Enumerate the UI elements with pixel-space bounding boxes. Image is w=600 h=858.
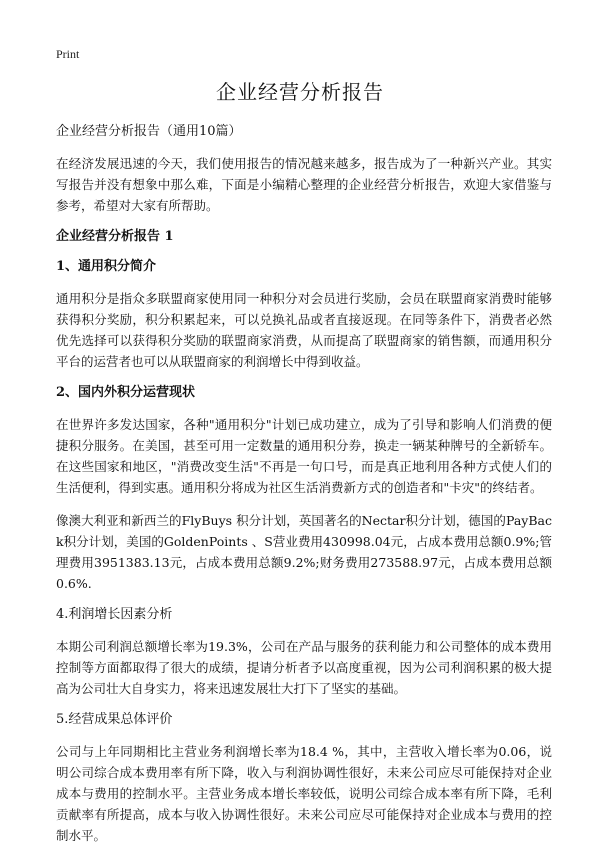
paragraph-general-points: 通用积分是指众多联盟商家使用同一种积分对会员进行奖励，会员在联盟商家消费时能够获得积分奖励，积分积累起来，可以兑换礼品或者直接返现。在同等条件下，消费者必然优先选择可以获得积分奖励的联盟商家消费，从而提高了联盟商家的销售额，而通用积分平台的运营者也可以从联盟商家的利润增长中得到收益。	[56, 291, 552, 369]
page-title: 企业经营分析报告	[216, 80, 384, 104]
paragraph-profit-growth: 本期公司利润总额增长率为19.3%，公司在产品与服务的获利能力和公司整体的成本费用控制等方面都取得了很大的成绩，提请分析者予以高度重视，因为公司利润积累的极大提高为公司壮大自身实力，将来迅速发展壮大打下了坚实的基础。	[56, 639, 552, 696]
subheading-profit-growth: 4.利润增长因素分析	[56, 607, 173, 622]
section-heading: 企业经营分析报告 1	[56, 229, 174, 244]
paragraph-examples-costs: 像澳大利亚和新西兰的FlyBuys 积分计划，英国著名的Nectar积分计划，德国的PayBack积分计划，美国的GoldenPoints 、S营业费用430998.04元，占成本费用总额0.9%;管理费用3951383.13元，占成本费用总额9.2%;财务费用273588.97元，占成本费用总额0.6%.	[56, 513, 552, 591]
subheading-general-points: 1、通用积分简介	[56, 259, 157, 274]
paragraph-overall-evaluation: 公司与上年同期相比主营业务利润增长率为18.4 %，其中，主营收入增长率为0.06，说明公司综合成本费用率有所下降，收入与利润协调性很好，未来公司应尽可能保持对企业成本与费用的控制水平。主营业务成本增长率较低，说明公司综合成本率有所下降，毛利贡献率有所提高，成本与收入协调性很好。未来公司应尽可能保持对企业成本与费用的控制水平。	[56, 744, 552, 843]
document-subtitle: 企业经营分析报告（通用10篇）	[56, 124, 242, 139]
subheading-overall-evaluation: 5.经营成果总体评价	[56, 712, 173, 727]
subheading-points-status: 2、国内外积分运营现状	[56, 385, 196, 400]
intro-paragraph: 在经济发展迅速的今天，我们使用报告的情况越来越多，报告成为了一种新兴产业。其实写报告并没有想象中那么难，下面是小编精心整理的企业经营分析报告，欢迎大家借鉴与参考，希望对大家有所帮助。	[56, 156, 552, 213]
document-body	[56, 122, 552, 858]
print-link[interactable]: Print	[56, 47, 80, 61]
paragraph-points-status: 在世界许多发达国家，各种"通用积分"计划已成功建立，成为了引导和影响人们消费的便捷积分服务。在美国，甚至可用一定数量的通用积分券，换走一辆某种牌号的全新轿车。在这些国家和地区，"消费改变生活"不再是一句口号，而是真正地利用各种方式使人们的生活便利，得到实惠。通用积分将成为社区生活消费新方式的创造者和"卡灾"的终结者。	[56, 417, 552, 495]
